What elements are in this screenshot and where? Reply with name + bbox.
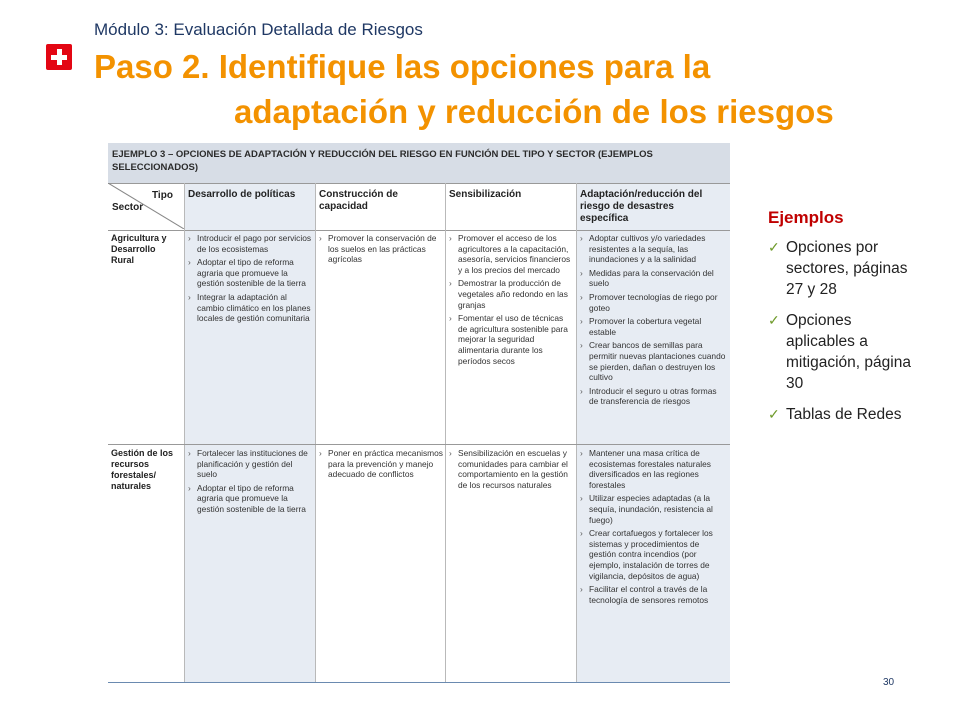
examples-title: Ejemplos	[768, 208, 844, 227]
list-item: › Promover el acceso de los agricultores a la capacitación, asesoría, servicios financieros y a los precios del mercado	[449, 233, 574, 275]
row-divider	[108, 444, 730, 445]
example-table-image	[108, 143, 730, 683]
checkmark-icon: ✓	[768, 312, 780, 328]
list-item: › Demostrar la producción de vegetales año redondo en las granjas	[449, 278, 574, 310]
examples-item	[768, 310, 918, 394]
page-title-line2: adaptación y reducción de los riesgos	[234, 93, 834, 130]
column-divider	[576, 183, 577, 683]
page-number: 30	[883, 677, 895, 688]
examples-item-text: Opciones aplicables a mitigación, página 30	[786, 312, 911, 392]
list-item: › Adoptar el tipo de reforma agraria que promueve la gestión sostenible de la tierra	[188, 483, 313, 515]
table-heading: EJEMPLO 3 – OPCIONES DE ADAPTACIÓN Y REDUCCIÓN DEL RIESGO EN FUNCIÓN DEL TIPO Y SECTOR (EJEMPLOS SELECCIONADOS)	[112, 149, 653, 173]
table-cell	[188, 233, 313, 327]
list-item: › Fomentar el uso de técnicas de agricultura sostenible para mejorar la seguridad alimentaria durante los períodos secos	[449, 313, 574, 366]
list-item: › Introducir el pago por servicios de los ecosistemas	[188, 233, 313, 254]
list-item: › Crear bancos de semillas para permitir nuevas plantaciones cuando se pierden, dañan o destruyen los cultivo	[580, 340, 726, 382]
table-cell	[319, 448, 443, 483]
list-item: › Utilizar especies adaptadas (a la sequía, inundación, resistencia al fuego)	[580, 493, 726, 525]
column-header: Adaptación/reducción del riesgo de desastres específica	[580, 189, 703, 224]
table-heading-bar	[108, 143, 730, 183]
list-item: › Adoptar el tipo de reforma agraria que promueve la gestión sostenible de la tierra	[188, 257, 313, 289]
checkmark-icon: ✓	[768, 239, 780, 255]
list-item: › Integrar la adaptación al cambio climático en los planes locales de gestión comunitaria	[188, 292, 313, 324]
list-item: › Fortalecer las instituciones de planificación y gestión del suelo	[188, 448, 313, 480]
table-cell	[449, 233, 574, 369]
column-divider	[315, 183, 316, 683]
table-cell	[188, 448, 313, 518]
list-item: › Sensibilización en escuelas y comunidades para cambiar el comportamiento en la gestión de los recursos naturales	[449, 448, 574, 490]
table-cell	[580, 233, 726, 410]
list-item: › Adoptar cultivos y/o variedades resistentes a la sequía, las inundaciones y a la salinidad	[580, 233, 726, 265]
column-header: Construcción de capacidad	[319, 189, 398, 212]
examples-item	[768, 404, 918, 425]
axis-label-sector: Sector	[112, 202, 144, 213]
list-item: › Poner en práctica mecanismos para la prevención y manejo adecuado de conflictos	[319, 448, 443, 480]
page-title-line1: Paso 2. Identifique las opciones para la	[94, 48, 711, 85]
column-divider	[445, 183, 446, 683]
axis-label-tipo: Tipo	[152, 190, 173, 201]
list-item: › Crear cortafuegos y fortalecer los sistemas y procedimientos de gestión contra incendios (por ejemplo, instalación de torres de vigilancia, depósitos de agua)	[580, 528, 726, 581]
column-header: Sensibilización	[449, 189, 522, 200]
list-item: › Promover la conservación de los suelos en las prácticas agrícolas	[319, 233, 443, 265]
examples-item	[768, 237, 918, 300]
table-cell	[580, 448, 726, 608]
list-item: › Promover la cobertura vegetal estable	[580, 316, 726, 337]
examples-panel	[768, 208, 918, 435]
sector-label: Gestión de los recursos forestales/ naturales	[111, 448, 174, 491]
checkmark-icon: ✓	[768, 406, 780, 422]
list-item: › Promover tecnologías de riego por goteo	[580, 292, 726, 313]
column-header: Desarrollo de políticas	[188, 189, 296, 200]
table-cell	[449, 448, 574, 493]
table-bottom-border	[108, 682, 730, 683]
module-label: Módulo 3: Evaluación Detallada de Riesgos	[94, 20, 423, 39]
examples-item-text: Tablas de Redes	[786, 406, 902, 423]
list-item: › Introducir el seguro u otras formas de transferencia de riesgos	[580, 386, 726, 407]
table-cell	[319, 233, 443, 268]
swiss-flag-logo	[46, 44, 72, 70]
column-divider	[184, 183, 185, 683]
list-item: › Facilitar el control a través de la tecnología de sensores remotos	[580, 584, 726, 605]
sector-label: Agricultura y Desarrollo Rural	[111, 233, 167, 265]
examples-item-text: Opciones por sectores, páginas 27 y 28	[786, 239, 908, 298]
list-item: › Mantener una masa crítica de ecosistemas forestales naturales diversificados en las regiones forestales	[580, 448, 726, 490]
list-item: › Medidas para la conservación del suelo	[580, 268, 726, 289]
